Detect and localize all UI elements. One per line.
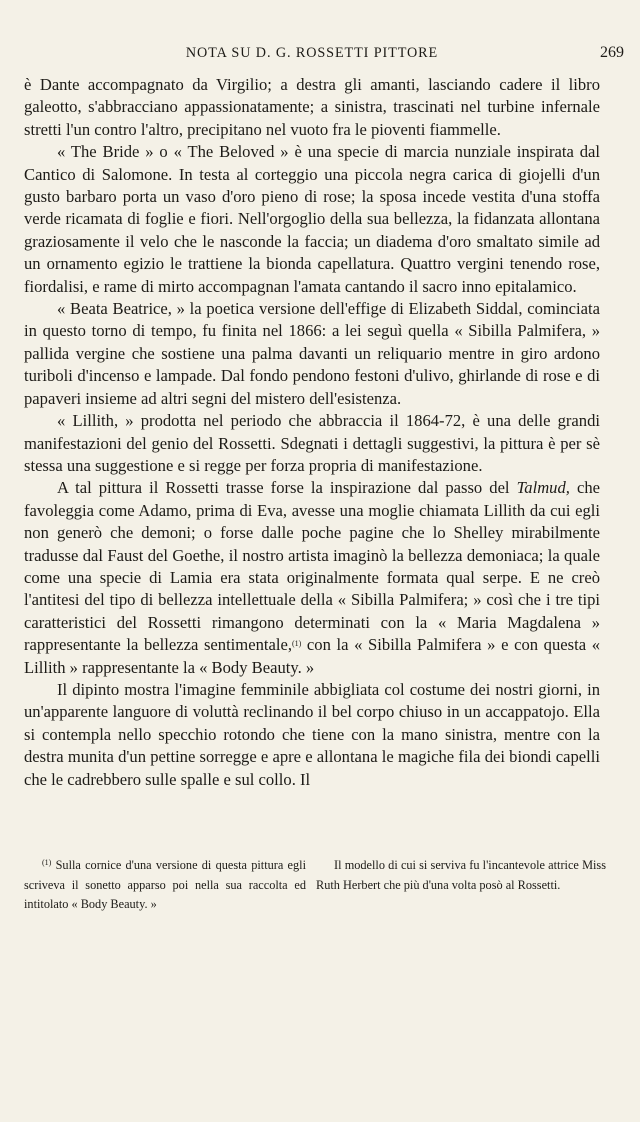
paragraph-talmud-part-b: che favoleggia come Adamo, prima di Eva, avesse una moglie chiamata Lillith da cui egli non generò che demoni; o forse dalle poche pagine che lo Shelley mirabilmente tradusse dal Faust del Goethe, il nostro artista imaginò la bellezza demoniaca; la quale come una specie di Lamia era stata originalmente formata qual serpe. E ne creò l'antitesi del tipo di bellezza intellettuale della « Sibilla Palmifera; » così che i tre tipi caratteristici del Rossetti rimangono determinati con la « Maria Magdalena » rappresentante la bellezza sentimentale, xyxy=(24,478,600,655)
footnote-left-text: Sulla cornice d'una versione di questa pittura egli scriveva il sonetto apparso poi nella sua raccolta ed intitolato « Body Beauty. » xyxy=(24,858,307,911)
paragraph-talmud xyxy=(24,477,600,679)
footnote-reference: (1) xyxy=(291,639,302,649)
footnote-marker: (1) xyxy=(42,858,52,867)
paragraph-dante: è Dante accompagnato da Virgilio; a destra gli amanti, lasciando cadere il libro galeotto, s'abbracciano appassionatamente; a sinistra, trascinati nel turbine infernale stretti l'un contro l'altro, precipitano nel vuoto fra le pioventi fiammelle. xyxy=(24,75,600,139)
footnotes xyxy=(24,856,606,915)
paragraph-dipinto: Il dipinto mostra l'imagine femminile abbigliata col costume dei nostri giorni, in un'apparente languore di voluttà reclinando il bel corpo chiuso in un accappatojo. Ella si contempla nello specchio rotondo che tiene con la mano sinistra, mentre con la destra munita d'un pettine sorregge e apre e allontana le magiche fila dei biondi capelli che le cadrebbero sulle spalle e sul collo. Il xyxy=(24,679,600,789)
paragraph-talmud-part-c: con la « Sibilla Palmifera » e con questa « Lillith » rappresentante la « Body Beauty. » xyxy=(24,635,600,677)
footnote-left xyxy=(24,856,306,915)
footnote-right: Il modello di cui si serviva fu l'incantevole attrice Miss Ruth Herbert che più d'una volta posò al Rossetti. xyxy=(316,858,606,892)
paragraph-the-bride: « The Bride » o « The Beloved » è una specie di marcia nunziale inspirata dal Cantico di Salomone. In testa al corteggio una piccola negra carica di giojelli d'un gusto barbaro porta un vaso d'oro pieno di rose; la sposa incede vestita d'una stoffa verde ricamata di foglie e fiori. Nell'orgoglio della sua bellezza, la fidanzata allontana graziosamente il velo che le nasconde la faccia; un diadema d'oro smaltato simile ad un ornamento egizio le trattiene la bionda capellatura. Quattro vergini tenendo rose, fiordalisi, e rame di mirto accompagnan l'amata cantando il sacro inno epitalamico. xyxy=(24,142,600,296)
running-head xyxy=(24,44,624,66)
page-number: 269 xyxy=(600,44,624,61)
running-title: NOTA SU D. G. ROSSETTI PITTORE xyxy=(185,45,439,61)
talmud-italic: Talmud, xyxy=(516,478,570,498)
paragraph-beata-beatrice: « Beata Beatrice, » la poetica versione dell'effige di Elizabeth Siddal, cominciata in questo torno di tempo, fu finita nel 1866: a lei seguì quella « Sibilla Palmifera, » pallida vergine che sostiene una palma davanti un reliquario mentre in giro ardono turiboli d'incenso e lampade. Dal fondo pendono festoni d'ulivo, ghirlande di rose e di papaveri insieme ad altri segni del mistero dell'esistenza. xyxy=(24,299,600,408)
paragraph-lillith: « Lillith, » prodotta nel periodo che abbraccia il 1864-72, è una delle grandi manifestazioni del genio del Rossetti. Sdegnati i dettagli suggestivi, la pittura è per sè stessa una suggestione e si regge per forza propria di manifestazione. xyxy=(24,411,600,475)
body-text xyxy=(24,74,600,791)
paragraph-talmud-part-a: A tal pittura il Rossetti trasse forse la inspirazione dal passo del xyxy=(57,478,517,498)
